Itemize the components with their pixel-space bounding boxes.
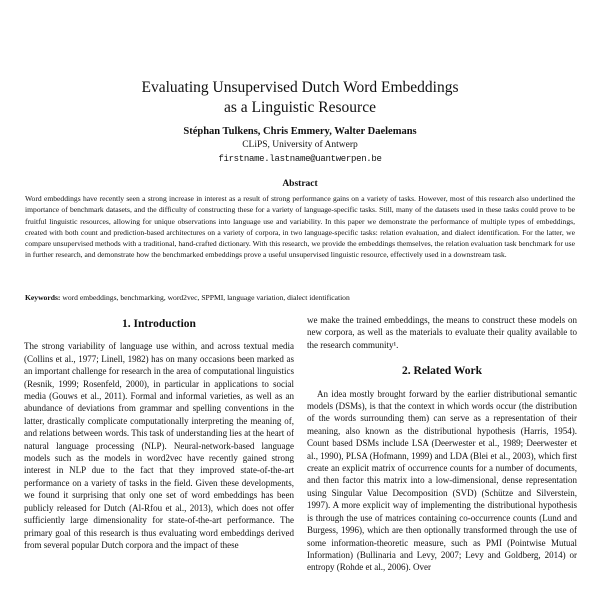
introduction-paragraph: The strong variability of language use within, and across textual media (Collins et al., 1977; Linell, 1982) has on many occasions been marked as an important challenge for research in the area of computational linguistics (Resnik, 1999; Rosenfeld, 2000), in particular in applications to social media (Gouws et al., 2011). Formal and informal varieties, as well as an abundance of deviations from grammar and spelling conventions in the latter, drastically complicate computationally interpreting the meaning of, and relations between words. This task of understanding lies at the heart of natural language processing (NLP). Neural-network-based language models such as the models in word2vec have recently gained strong interest in NLP due to the fact that they improved state-of-the-art performance on a variety of tasks in the field. Given these developments, we found it surprising that only one set of word embeddings has been publicly released for Dutch (Al-Rfou et al., 2013), which does not offer sufficiently large dimensionality for state-of-the-art performance. The primary goal of this research is thus evaluating word embeddings derived from several popular Dutch corpora and the impact of these: [24, 341, 294, 550]
introduction-heading: 1. Introduction: [122, 318, 196, 330]
related-work-paragraph: An idea mostly brought forward by the earlier distributional semantic models (DSMs), is that the context in which words occur (the distribution of the words surrounding them) can serve as a representation of their meaning, also known as the distributional hypothesis (Harris, 1954). Count based DSMs include LSA (Deerwester et al., 1989; Deerwester et al., 1990), PLSA (Hofmann, 1999) and LDA (Blei et al., 2003), which first create an explicit matrix of occurrence counts for a number of documents, and then factor this matrix into a low-dimensional, dense representation using Singular Value Decomposition (SVD) (Schütze and Silverstein, 1997). A more explicit way of implementing the distributional hypothesis is through the use of matrices containing co-occurrence counts (Lund and Burgess, 1996), which are then optionally transformed through the use of some information-theoretic measure, such as PMI (Pointwise Mutual Information) (Bullinaria and Levy, 2007; Levy and Goldberg, 2014) or entropy (Rohde et al., 2006). Over: [307, 388, 577, 573]
paper-title-line-1: Evaluating Unsupervised Dutch Word Embeddings: [141, 79, 459, 96]
author-email: firstname.lastname@uantwerpen.be: [218, 154, 382, 164]
keywords-label: Keywords:: [25, 293, 61, 302]
keywords: [25, 292, 575, 303]
left-column: [24, 314, 294, 551]
right-column: [307, 314, 577, 574]
paper-title-line-2: as a Linguistic Resource: [224, 99, 376, 116]
author-list: Stéphan Tulkens, Chris Emmery, Walter Daelemans: [183, 126, 417, 137]
keywords-text: word embeddings, benchmarking, word2vec, SPPMI, language variation, dialect identification: [62, 293, 350, 302]
abstract-heading: Abstract: [282, 179, 318, 189]
affiliation: CLiPS, University of Antwerp: [242, 140, 358, 150]
paper-title: [0, 78, 600, 118]
abstract-text: Word embeddings have recently seen a strong increase in interest as a result of strong performance gains on a variety of tasks. However, most of this research also underlined the importance of benchmark datasets, and the difficulty of constructing these for a variety of language-specific tasks. Still, many of the datasets used in these tasks could prove to be fruitful linguistic resources, allowing for unique observations into language use and variability. In this paper we demonstrate the performance of multiple types of embeddings, created with both count and prediction-based architectures on a variety of corpora, in two language-specific tasks: relation evaluation, and dialect identification. For the latter, we compare unsupervised methods with a traditional, hand-crafted dictionary. With this research, we provide the embeddings themselves, the relation evaluation task benchmark for use in further research, and demonstrate how the benchmarked embeddings prove a useful unsupervised linguistic resource, effectively used in a downstream task.: [25, 194, 575, 260]
introduction-continued-paragraph: we make the trained embeddings, the means to construct these models on new corpora, as well as the materials to evaluate their quality available to the research community¹.: [307, 315, 577, 350]
related-work-heading: 2. Related Work: [402, 365, 482, 378]
